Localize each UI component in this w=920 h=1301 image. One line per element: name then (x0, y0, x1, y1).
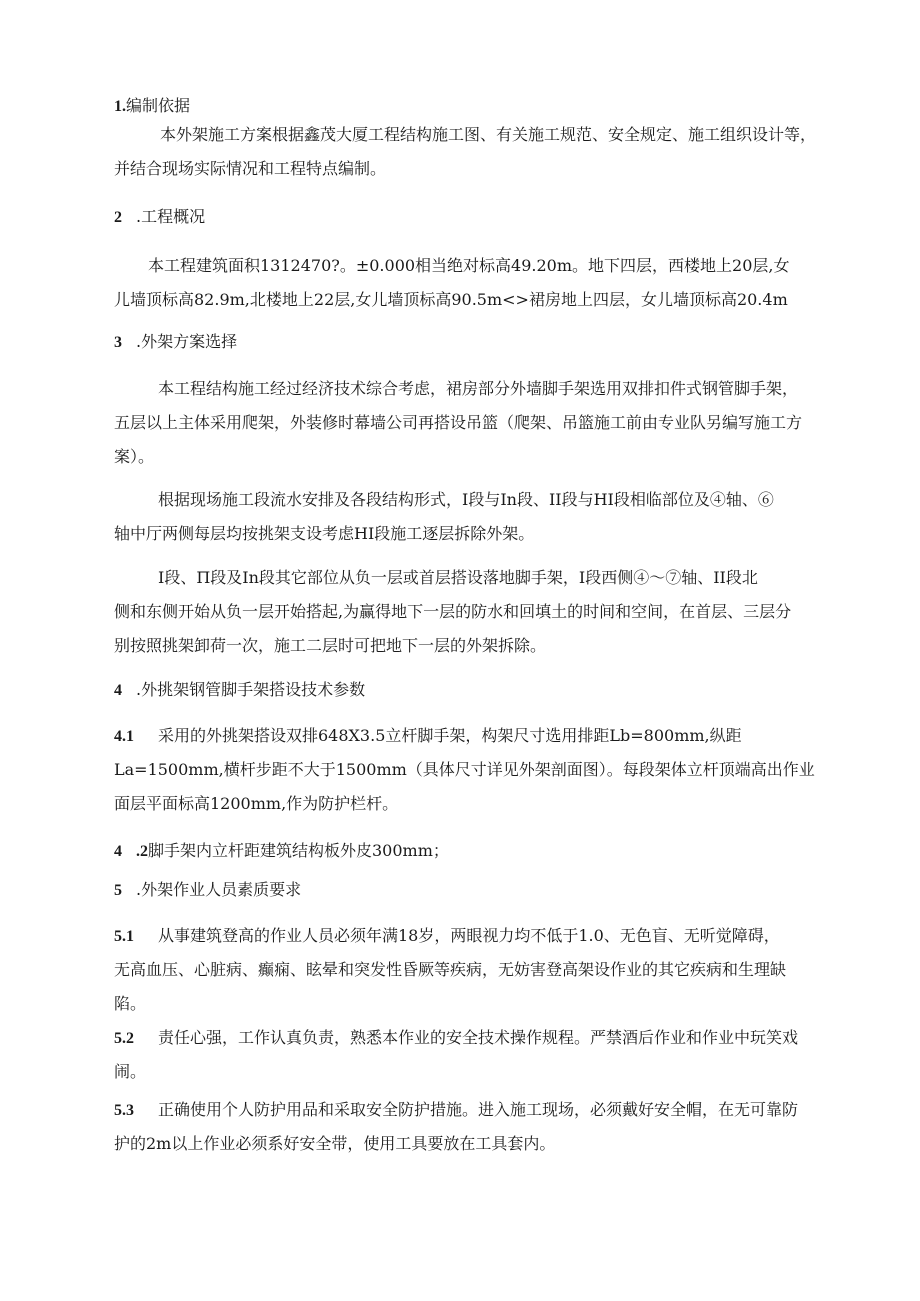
section-4-title: .外挑架钢管脚手架搭设技术参数 (136, 680, 366, 699)
section-3-number: 3 (114, 334, 122, 351)
paragraph-line: 儿墙顶标高82.9m,北楼地上22层,女儿墙顶标高90.5m<>裙房地上四层，女儿墙顶标高20.4m (114, 290, 788, 309)
paragraph-line: 正确使用个人防护用品和采取安全防护措施。进入施工现场，必须戴好安全帽，在无可靠防 (158, 1100, 799, 1119)
section-2-title: .工程概况 (136, 207, 206, 226)
paragraph-line: 并结合现场实际情况和工程特点编制。 (114, 159, 387, 178)
subsection-5-3-number: 5.3 (114, 1102, 134, 1119)
subsection-5-2-number: 5.2 (114, 1030, 134, 1047)
subsection-4-2 (114, 838, 449, 861)
paragraph-line: 从事建筑登高的作业人员必须年满18岁，两眼视力均不低于1.0、无色盲、无听觉障碍， (158, 926, 780, 945)
paragraph-line: 本工程结构施工经过经济技术综合考虑，裙房部分外墙脚手架选用双排扣件式钢管脚手架， (158, 379, 799, 398)
paragraph-line: 轴中厅两侧每层均按挑架支设考虑HI段施工逐层拆除外架。 (114, 524, 535, 543)
section-3-paragraph-3 (114, 561, 834, 663)
section-3-heading (114, 329, 237, 352)
paragraph-line: 别按照挑架卸荷一次，施工二层时可把地下一层的外架拆除。 (114, 636, 547, 655)
section-1-title: 编制依据 (126, 96, 191, 115)
paragraph-line: 闹。 (114, 1062, 147, 1081)
section-2-heading (114, 204, 205, 227)
subsection-4-1 (114, 719, 834, 821)
subsection-4-2-number-suffix: .2 (136, 843, 148, 860)
paragraph-line: 根据现场施工段流水安排及各段结构形式，I段与In段、II段与HI段相临部位及④轴、⑥ (158, 490, 774, 509)
paragraph-line: 本工程建筑面积1312470?。±0.000相当绝对标高49.20m。地下四层，西楼地上20层,女 (148, 256, 790, 275)
paragraph-line: 案）。 (114, 447, 155, 466)
paragraph-line: 陷。 (114, 994, 147, 1013)
subsection-5-2 (114, 1021, 834, 1089)
subsection-4-2-text: 脚手架内立杆距建筑结构板外皮300mm； (148, 841, 449, 860)
paragraph-line: 采用的外挑架搭设双排648X3.5立杆脚手架，构架尺寸选用排距Lb=800mm,纵距 (158, 726, 742, 745)
paragraph-line: La=1500mm,横杆步距不大于1500mm（具体尺寸详见外架剖面图）。每段架体立杆顶端高出作业 (114, 760, 815, 779)
paragraph-line: 责任心强，工作认真负责，熟悉本作业的安全技术操作规程。严禁酒后作业和作业中玩笑戏 (158, 1028, 799, 1047)
section-4-heading (114, 677, 365, 700)
subsection-5-1 (114, 919, 834, 1021)
section-3-title: .外架方案选择 (136, 332, 238, 351)
section-1-number: 1. (114, 98, 126, 115)
paragraph-line: 侧和东侧开始从负一层开始搭起,为赢得地下一层的防水和回填土的时间和空间，在首层、三层分 (114, 602, 792, 621)
subsection-5-1-number: 5.1 (114, 928, 134, 945)
section-5-heading (114, 877, 301, 900)
paragraph-line: 本外架施工方案根据鑫茂大厦工程结构施工图、有关施工规范、安全规定、施工组织设计等， (160, 125, 817, 144)
section-5-title: .外架作业人员素质要求 (136, 880, 302, 899)
section-2-number: 2 (114, 209, 122, 226)
section-5-number: 5 (114, 882, 122, 899)
section-1-paragraph (114, 118, 834, 186)
section-3-paragraph-2 (114, 483, 834, 551)
paragraph-line: 护的2m以上作业必须系好安全带，使用工具要放在工具套内。 (114, 1134, 556, 1153)
subsection-4-1-number: 4.1 (114, 728, 134, 745)
section-4-number: 4 (114, 682, 122, 699)
section-1-heading (114, 93, 190, 116)
section-3-paragraph-1 (114, 372, 834, 474)
subsection-5-3 (114, 1093, 834, 1161)
subsection-4-2-number: 4 (114, 843, 122, 860)
section-2-paragraph (114, 249, 834, 317)
paragraph-line: I段、Π段及In段其它部位从负一层或首层搭设落地脚手架，I段西侧④～⑦轴、II段北 (158, 568, 758, 587)
paragraph-line: 面层平面标高1200mm,作为防护栏杆。 (114, 794, 399, 813)
paragraph-line: 无高血压、心脏病、癫痫、眩晕和突发性昏厥等疾病，无妨害登高架设作业的其它疾病和生理缺 (114, 960, 787, 979)
paragraph-line: 五层以上主体采用爬架，外装修时幕墙公司再搭设吊篮（爬架、吊篮施工前由专业队另编写施工方 (114, 413, 803, 432)
